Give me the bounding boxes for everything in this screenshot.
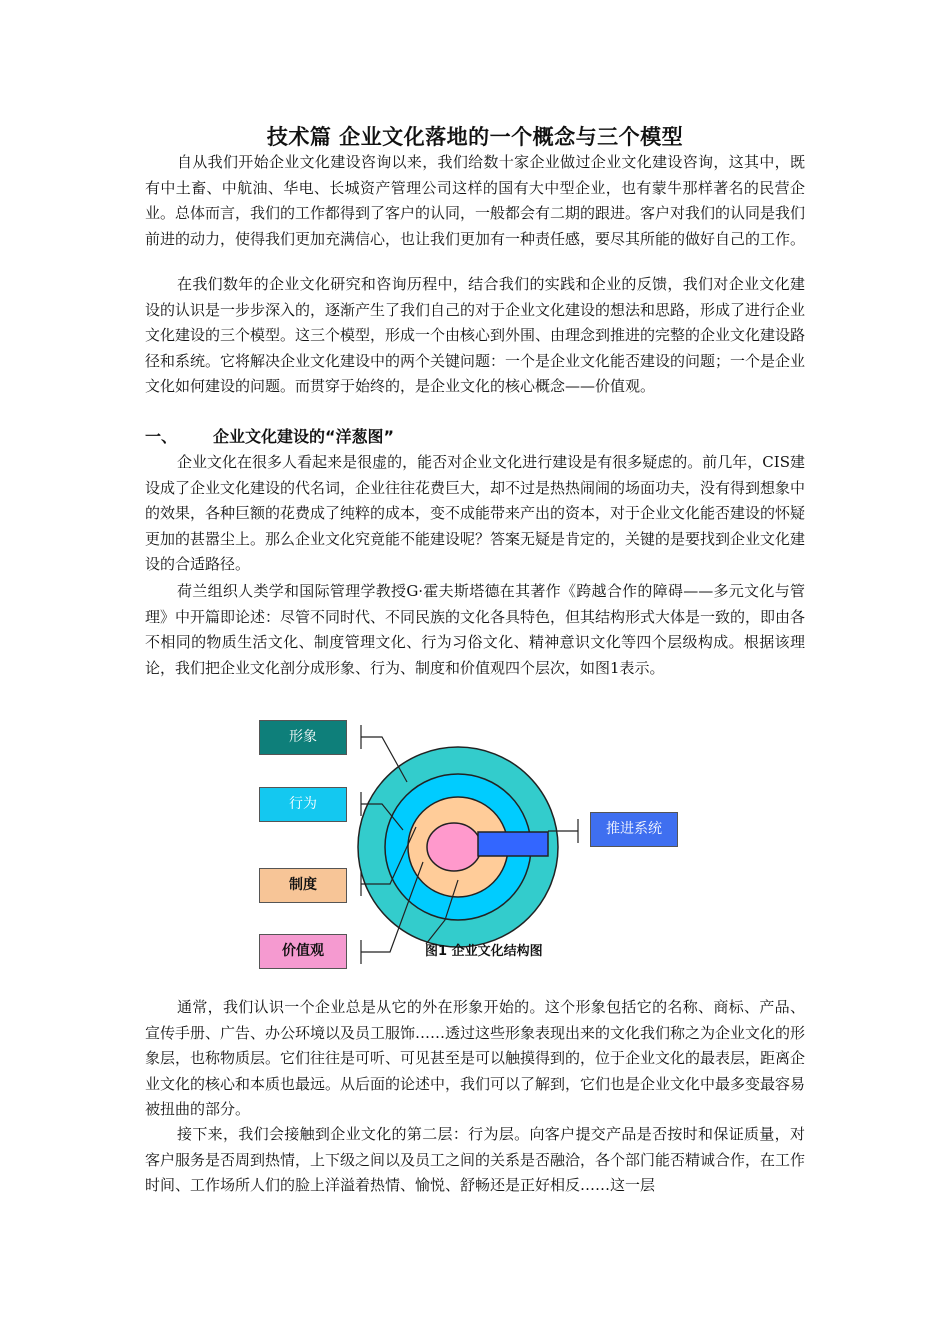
push-system-bar	[478, 832, 548, 856]
label-image: 形象	[259, 720, 347, 755]
label-values: 价值观	[259, 934, 347, 969]
intro-paragraph-2: 在我们数年的企业文化研究和咨询历程中，结合我们的实践和企业的反馈，我们对企业文化建设的认识是一步步深入的，逐渐产生了我们自己的对于企业文化建设的想法和思路，形成了进行企业文化建设的三个模型。这三个模型，形成一个由核心到外围、由理念到推进的完整的企业文化建设路径和系统。它将解决企业文化建设中的两个关键问题：一个是企业文化能否建设的问题；一个是企业文化如何建设的问题。而贯穿于始终的，是企业文化的核心概念——价值观。	[145, 275, 806, 395]
after-paragraph-2: 接下来，我们会接触到企业文化的第二层：行为层。向客户提交产品是否按时和保证质量，对客户服务是否周到热情，上下级之间以及员工之间的关系是否融洽，各个部门能否精诚合作，在工作时间、工作场所人们的脸上洋溢着热情、愉悦、舒畅还是正好相反……这一层	[145, 1125, 806, 1194]
section-heading	[145, 424, 394, 447]
intro-paragraph-1: 自从我们开始企业文化建设咨询以来，我们给数十家企业做过企业文化建设咨询，这其中，既有中土畜、中航油、华电、长城资产管理公司这样的国有大中型企业，也有蒙牛那样著名的民营企业。总体而言，我们的工作都得到了客户的认同，一般都会有二期的跟进。客户对我们的认同是我们前进的动力，使得我们更加充满信心，也让我们更加有一种责任感，要尽其所能的做好自己的工作。	[145, 153, 806, 248]
label-system: 制度	[259, 868, 347, 903]
section1-paragraph-2: 荷兰组织人类学和国际管理学教授G·霍夫斯塔德在其著作《跨越合作的障碍——多元文化与管理》中开篇即论述：尽管不同时代、不同民族的文化各具特色，但其结构形式大体是一致的，即由各不相同的物质生活文化、制度管理文化、行为习俗文化、精神意识文化等四个层级构成。根据该理论，我们把企业文化剖分成形象、行为、制度和价值观四个层次，如图1表示。	[145, 582, 806, 677]
page-title: 技术篇 企业文化落地的一个概念与三个模型	[266, 125, 684, 149]
label-push-system: 推进系统	[590, 812, 678, 847]
figure-caption: 图1 企业文化结构图	[425, 944, 543, 959]
onion-diagram	[250, 712, 690, 982]
section1-paragraph-1: 企业文化在很多人看起来是很虚的，能否对企业文化进行建设是有很多疑虑的。前几年，CIS建设成了企业文化建设的代名词，企业往往花费巨大，却不过是热热闹闹的场面功夫，没有得到想象中的效果，各种巨额的花费成了纯粹的成本，变不成能带来产出的资本，对于企业文化能否建设的怀疑更加的甚嚣尘上。那么企业文化究竟能不能建设呢？答案无疑是肯定的，关键的是要找到企业文化建设的合适路径。	[145, 453, 806, 573]
core-values	[427, 823, 481, 871]
section-title: 企业文化建设的“洋葱图”	[213, 427, 395, 446]
section-number: 一、	[145, 427, 178, 446]
label-behavior: 行为	[259, 787, 347, 822]
after-paragraph-1: 通常，我们认识一个企业总是从它的外在形象开始的。这个形象包括它的名称、商标、产品、宣传手册、广告、办公环境以及员工服饰……透过这些形象表现出来的文化我们称之为企业文化的形象层，也称物质层。它们往往是可听、可见甚至是可以触摸得到的，位于企业文化的最表层，距离企业文化的核心和本质也最远。从后面的论述中，我们可以了解到，它们也是企业文化中最多变最容易被扭曲的部分。	[145, 998, 806, 1118]
